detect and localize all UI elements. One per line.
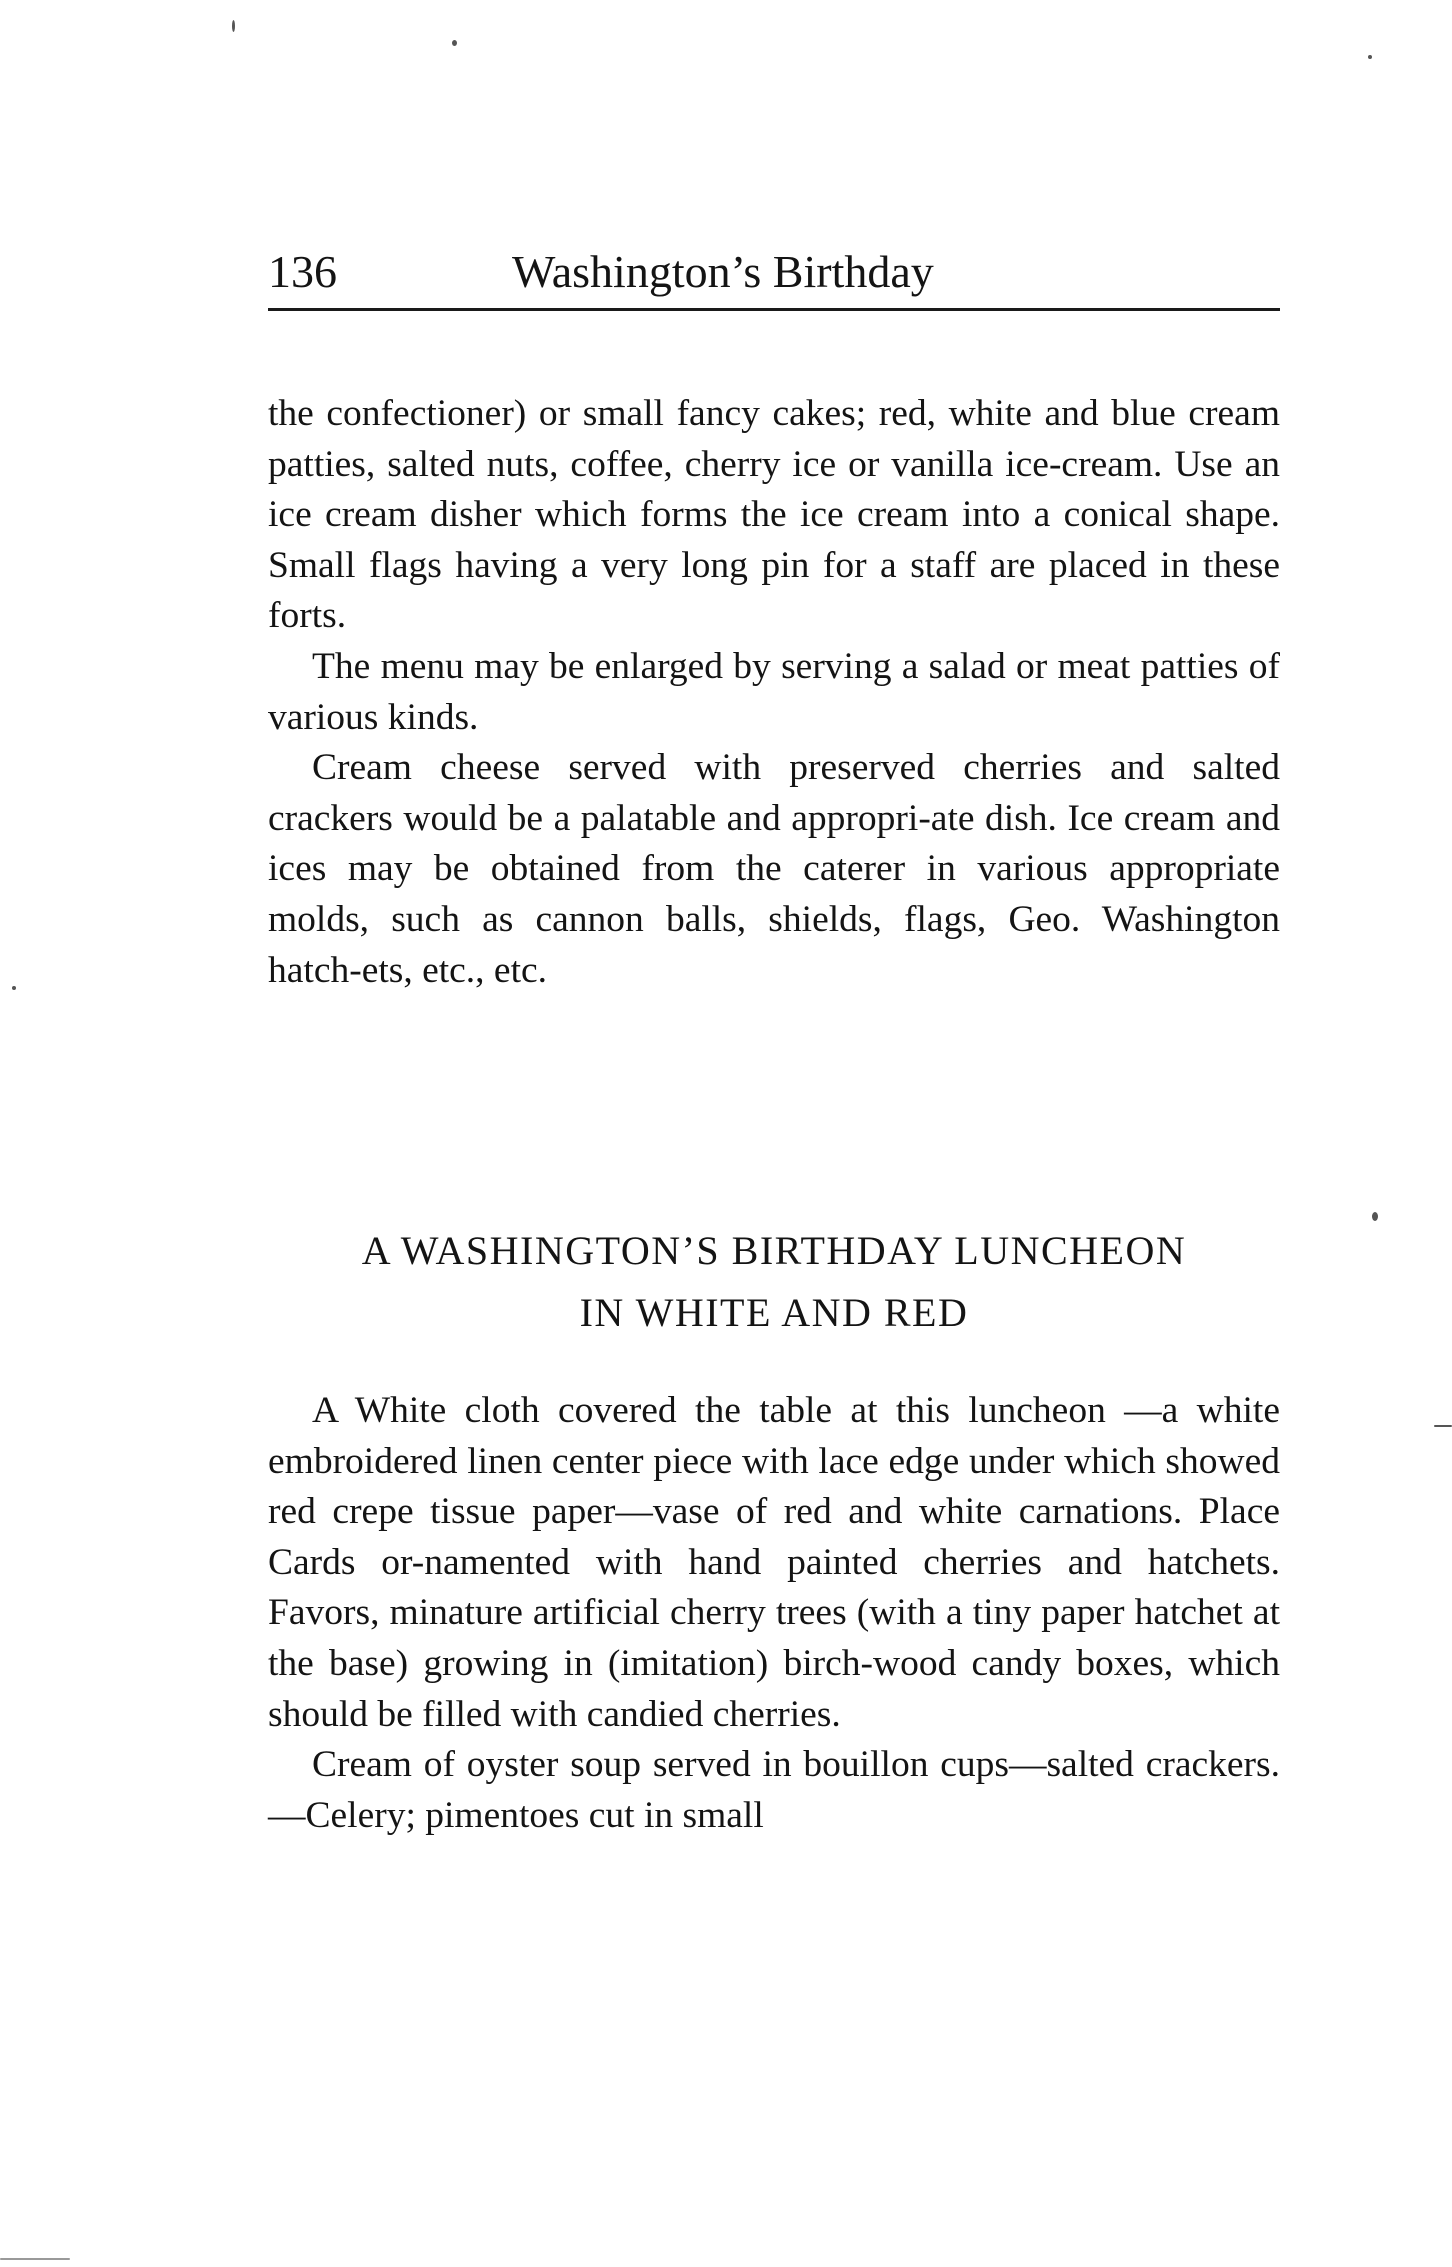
- paragraph: The menu may be enlarged by serving a salad or meat patties of various kinds.: [268, 645, 1280, 738]
- section-heading-line: IN WHITE AND RED: [579, 1290, 969, 1335]
- header-rule: [268, 308, 1280, 311]
- paragraph: Cream cheese served with preserved cherries and salted crackers would be a palatable and appropri-ate dish. Ice cream and ices may be obtained from the caterer in various appropriate molds, such as cannon balls, shields, flags, Geo. Washington hatch-ets, etc., etc.: [268, 747, 1280, 991]
- body-text-section: [268, 1386, 1280, 1841]
- section-heading-line: A WASHINGTON’S BIRTHDAY LUNCHEON: [361, 1228, 1187, 1273]
- scan-speck: [1368, 55, 1372, 59]
- paragraph: A White cloth covered the table at this luncheon —a white embroidered linen center piece with lace edge under which showed red crepe tissue paper—vase of red and white carnations. Place Cards or-namented with hand painted cherries and hatchets. Favors, minature artificial cherry trees (with a tiny paper hatchet at the base) growing in (imitation) birch-wood candy boxes, which should be filled with candied cherries.: [268, 1390, 1280, 1735]
- scan-speck: [1434, 1425, 1452, 1427]
- scan-speck: [1372, 1212, 1378, 1221]
- scan-speck: [232, 20, 235, 32]
- scan-speck: [0, 2258, 70, 2260]
- scan-speck: [12, 986, 16, 990]
- body-text-top: [268, 389, 1280, 996]
- page-number: 136: [268, 246, 337, 297]
- paragraph: the confectioner) or small fancy cakes; red, white and blue cream patties, salted nuts, coffee, cherry ice or vanilla ice-cream. Use an ice cream disher which forms the ice cream into a conical shape. Small flags having a very long pin for a staff are placed in these forts.: [268, 393, 1280, 637]
- scan-speck: [452, 40, 457, 46]
- section-heading: [268, 1220, 1280, 1344]
- paragraph: Cream of oyster soup served in bouillon cups—salted crackers.—Celery; pimentoes cut in small: [268, 1744, 1280, 1836]
- running-title: Washington’s Birthday: [512, 246, 934, 297]
